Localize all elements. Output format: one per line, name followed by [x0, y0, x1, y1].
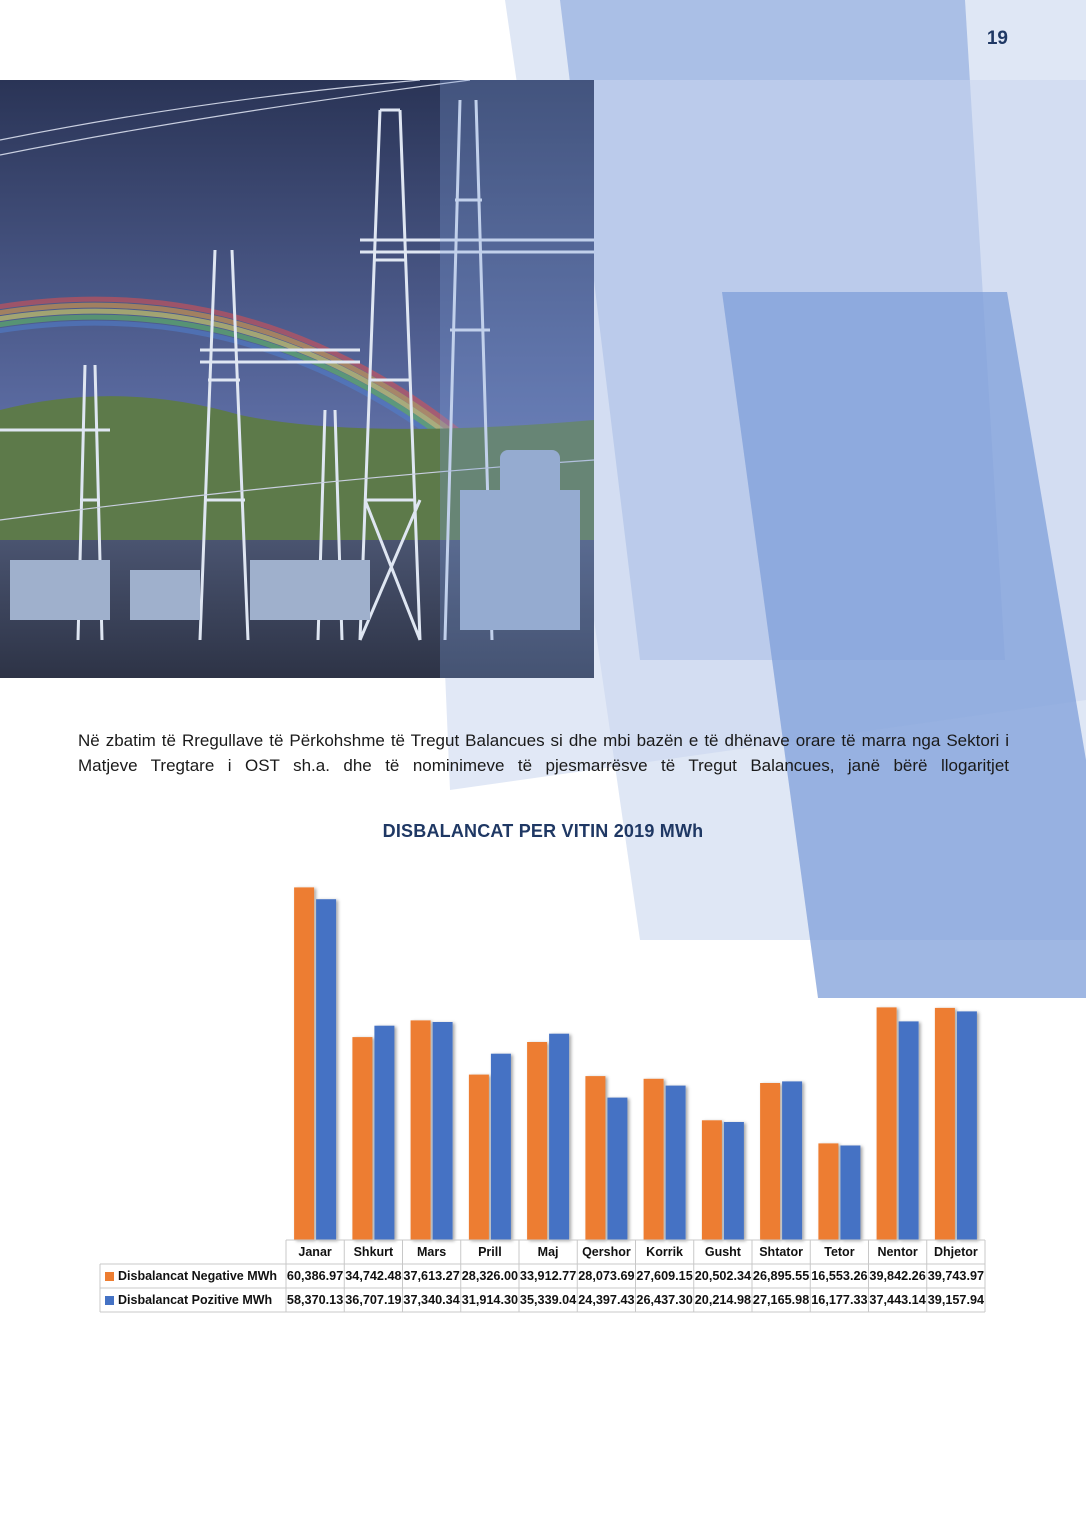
data-label: 36,707.19 [345, 1293, 402, 1307]
data-label: 26,895.55 [752, 1269, 810, 1283]
page-number: 19 [986, 28, 1008, 49]
legend-key-negative [105, 1272, 114, 1281]
x-tick-label: Shtator [759, 1245, 803, 1259]
data-label: 39,157.94 [927, 1293, 985, 1307]
data-label: 27,165.98 [752, 1293, 810, 1307]
x-tick-label: Gusht [704, 1245, 741, 1259]
data-table [100, 1240, 985, 1312]
bar-negative-shtator [760, 1083, 780, 1240]
data-label: 20,214.98 [694, 1293, 752, 1307]
bar-negative-nentor [877, 1007, 897, 1240]
legend-entry: Disbalancat Pozitive MWh [118, 1293, 273, 1307]
data-label: 26,437.30 [636, 1293, 693, 1307]
intro-paragraph: Në zbatim të Rregullave të Përkohshme të Tregut Balancues si dhe mbi bazën e të dhënave orare të marra nga Sektori i Matjeve Tregtare i OST sh.a. dhe të nominimeve të pjesmarrësve të Tregut Balancues, janë bërë llogaritjet [78, 731, 1009, 775]
data-label: 28,326.00 [461, 1269, 519, 1283]
bar-positive-qershor [607, 1098, 627, 1240]
bar-negative-korrik [644, 1079, 664, 1240]
bar-positive-dhjetor [957, 1011, 977, 1240]
data-label: 39,842.26 [869, 1269, 926, 1283]
data-label: 28,073.69 [578, 1269, 635, 1283]
data-label: 27,609.15 [636, 1269, 693, 1283]
data-label: 24,397.43 [578, 1293, 635, 1307]
x-tick-label: Dhjetor [934, 1245, 978, 1259]
x-tick-label: Shkurt [353, 1245, 394, 1259]
bar-negative-prill [469, 1075, 489, 1240]
bar-negative-gusht [702, 1120, 722, 1240]
data-label: 39,743.97 [927, 1269, 985, 1283]
data-label: 31,914.30 [461, 1293, 519, 1307]
bar-positive-prill [491, 1054, 511, 1240]
bar-negative-maj [527, 1042, 547, 1240]
x-tick-label: Nentor [877, 1245, 918, 1259]
data-label: 20,502.34 [694, 1269, 752, 1283]
data-label: 16,177.33 [811, 1293, 868, 1307]
bar-group [294, 887, 977, 1240]
data-label: 34,742.48 [345, 1269, 402, 1283]
bar-negative-shkurt [352, 1037, 372, 1240]
bar-negative-qershor [585, 1076, 605, 1240]
bar-positive-gusht [724, 1122, 744, 1240]
chart-title: DISBALANCAT PER VITIN 2019 MWh [382, 821, 704, 841]
legend-key-positive [105, 1296, 114, 1305]
data-label: 33,912.77 [519, 1269, 577, 1283]
bar-positive-korrik [666, 1086, 686, 1240]
data-label: 37,340.34 [403, 1293, 460, 1307]
bar-negative-dhjetor [935, 1008, 955, 1240]
bar-positive-shtator [782, 1081, 802, 1240]
x-tick-label: Qershor [582, 1245, 631, 1259]
data-label: 37,613.27 [403, 1269, 460, 1283]
bar-positive-shkurt [374, 1026, 394, 1240]
bar-negative-tetor [818, 1143, 838, 1240]
bar-positive-nentor [899, 1021, 919, 1240]
x-tick-label: Prill [478, 1245, 502, 1259]
bar-positive-mars [433, 1022, 453, 1240]
bar-positive-tetor [840, 1146, 860, 1241]
bar-negative-janar [294, 887, 314, 1240]
x-tick-label: Maj [537, 1245, 559, 1259]
data-label: 58,370.13 [286, 1293, 344, 1307]
bar-negative-mars [411, 1020, 431, 1240]
data-label: 37,443.14 [869, 1293, 926, 1307]
legend-entry: Disbalancat Negative MWh [118, 1269, 278, 1283]
bar-positive-janar [316, 899, 336, 1240]
data-label: 35,339.04 [519, 1293, 577, 1307]
x-tick-label: Mars [417, 1245, 447, 1259]
bar-positive-maj [549, 1034, 569, 1240]
x-tick-label: Tetor [824, 1245, 855, 1259]
data-label: 60,386.97 [286, 1269, 344, 1283]
x-tick-label: Janar [298, 1245, 332, 1259]
data-label: 16,553.26 [811, 1269, 868, 1283]
x-tick-label: Korrik [646, 1245, 684, 1259]
